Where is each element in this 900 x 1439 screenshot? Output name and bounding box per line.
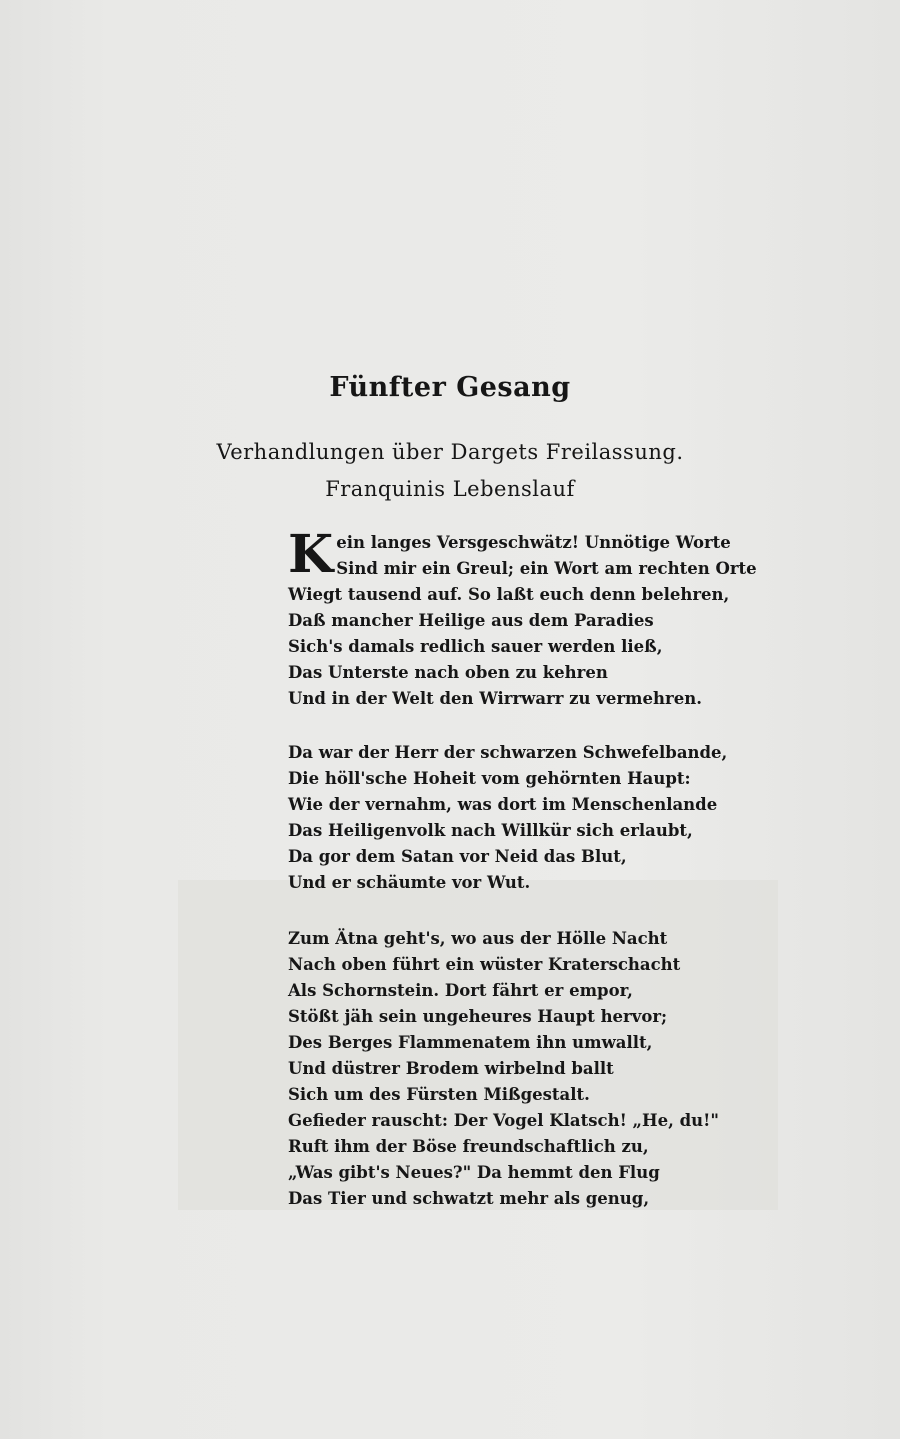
verse-line: Die höll'sche Hoheit vom gehörnten Haupt:	[288, 769, 691, 788]
verse-line: Das Heiligenvolk nach Willkür sich erlaubt,	[288, 821, 693, 840]
stanza-1	[288, 524, 757, 712]
verse-line: Sich um des Fürsten Mißgestalt.	[288, 1085, 590, 1104]
verse-line: Ruft ihm der Böse freundschaftlich zu,	[288, 1137, 649, 1156]
stanza-3	[288, 926, 719, 1212]
verse-line: „Was gibt's Neues?" Da hemmt den Flug	[288, 1163, 660, 1182]
verse-line: Sich's damals redlich sauer werden ließ,	[288, 637, 663, 656]
verse-line: Gefieder rauscht: Der Vogel Klatsch! „He, du!"	[288, 1111, 719, 1130]
chapter-subtitle: Verhandlungen über Dargets Freilassung.	[216, 440, 684, 464]
verse-line: Und düstrer Brodem wirbelnd ballt	[288, 1059, 614, 1078]
verse-line: Als Schornstein. Dort fährt er empor,	[288, 981, 633, 1000]
chapter-subtitle-2: Franquinis Lebenslauf	[325, 477, 575, 501]
verse-line: Daß mancher Heilige aus dem Paradies	[288, 611, 654, 630]
verse-line-text: ein langes Versgeschwätz! Unnötige Worte	[336, 533, 731, 552]
verse-line: Nach oben führt ein wüster Kraterschacht	[288, 955, 681, 974]
verse-line: Und in der Welt den Wirrwarr zu vermehren.	[288, 689, 702, 708]
verse-line: Stößt jäh sein ungeheures Haupt hervor;	[288, 1007, 668, 1026]
drop-cap: K	[288, 524, 334, 585]
verse-line: Sind mir ein Greul; ein Wort am rechten Orte	[336, 559, 757, 578]
verse-line: Da war der Herr der schwarzen Schwefelbande,	[288, 743, 728, 762]
verse-line: Und er schäumte vor Wut.	[288, 873, 531, 892]
chapter-title: Fünfter Gesang	[329, 372, 571, 403]
stanza-2	[288, 740, 727, 896]
verse-line: Das Tier und schwatzt mehr als genug,	[288, 1189, 650, 1208]
verse-line: Wie der vernahm, was dort im Menschenlande	[288, 795, 718, 814]
verse-line: Des Berges Flammenatem ihn umwallt,	[288, 1033, 653, 1052]
verse-line: Da gor dem Satan vor Neid das Blut,	[288, 847, 627, 866]
verse-line: Das Unterste nach oben zu kehren	[288, 663, 608, 682]
verse-line: Zum Ätna geht's, wo aus der Hölle Nacht	[288, 929, 668, 948]
verse-line: Wiegt tausend auf. So laßt euch denn belehren,	[288, 585, 730, 604]
